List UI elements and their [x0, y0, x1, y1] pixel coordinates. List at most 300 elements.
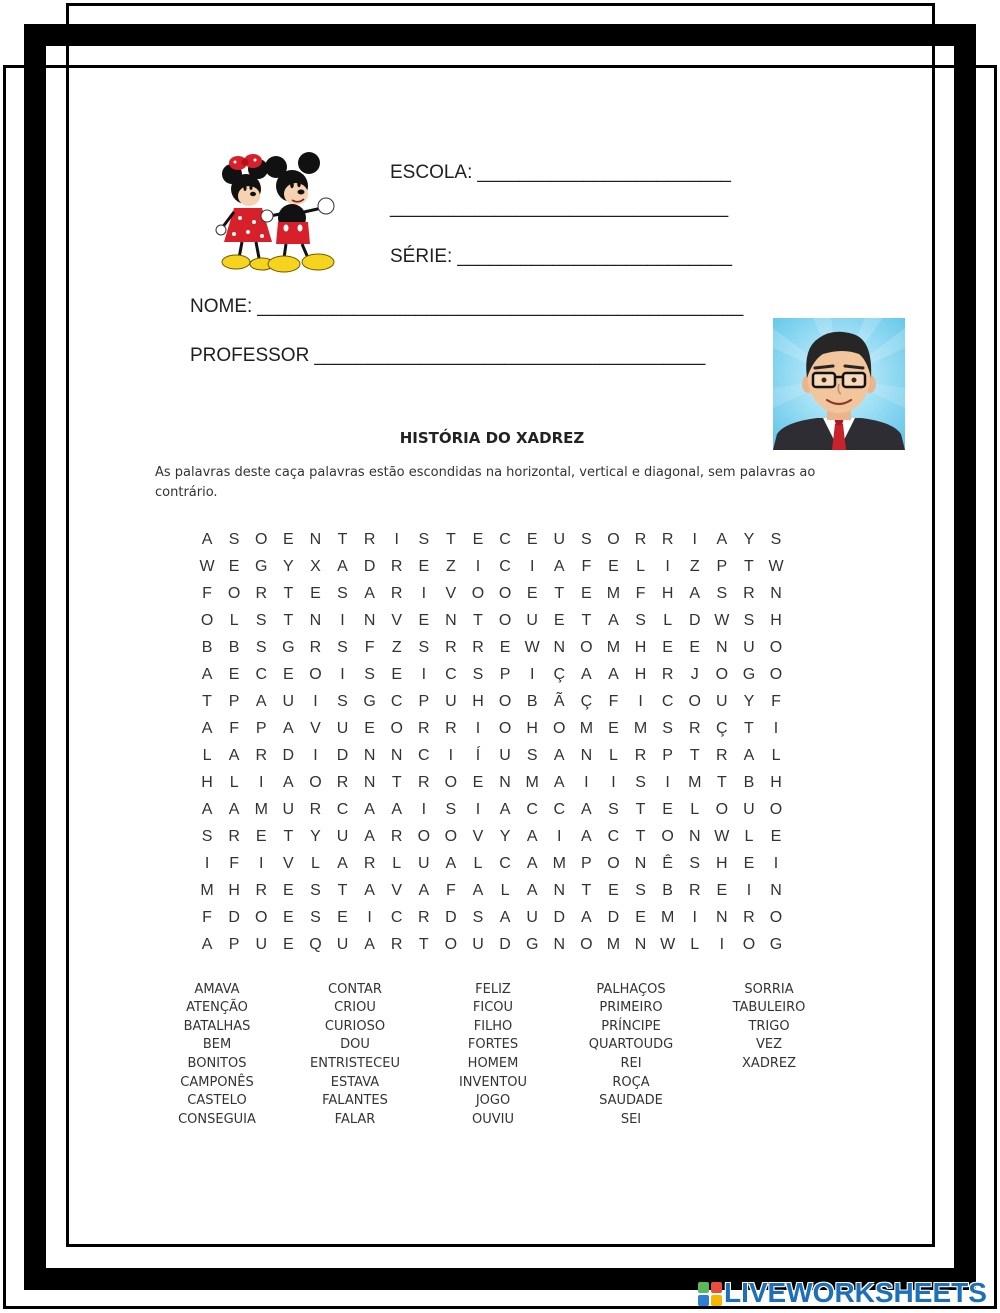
grid-letter[interactable]: E: [662, 801, 673, 818]
grid-letter[interactable]: N: [499, 774, 511, 791]
grid-letter[interactable]: Í: [475, 747, 481, 764]
grid-letter[interactable]: L: [663, 612, 673, 629]
grid-letter[interactable]: T: [581, 612, 592, 629]
grid-letter[interactable]: Ê: [662, 855, 673, 872]
grid-letter[interactable]: R: [688, 720, 701, 737]
grid-letter[interactable]: N: [634, 936, 647, 953]
grid-letter[interactable]: S: [662, 720, 673, 737]
grid-letter[interactable]: H: [770, 612, 782, 629]
grid-letter[interactable]: U: [553, 531, 566, 548]
grid-letter[interactable]: S: [228, 531, 240, 548]
grid-letter[interactable]: E: [418, 558, 430, 575]
grid-letter[interactable]: L: [202, 747, 212, 764]
grid-letter[interactable]: V: [445, 585, 457, 602]
grid-letter[interactable]: E: [553, 612, 565, 629]
grid-letter[interactable]: E: [282, 666, 294, 683]
grid-letter[interactable]: N: [390, 747, 403, 764]
grid-letter[interactable]: R: [743, 909, 755, 926]
grid-letter[interactable]: R: [418, 909, 430, 926]
grid-letter[interactable]: H: [634, 666, 647, 683]
grid-letter[interactable]: N: [553, 882, 566, 899]
grid-letter[interactable]: H: [472, 693, 484, 710]
grid-letter[interactable]: O: [390, 720, 403, 737]
grid-letter[interactable]: R: [363, 531, 376, 548]
grid-letter[interactable]: P: [581, 855, 592, 872]
grid-letter[interactable]: D: [228, 909, 240, 926]
grid-letter[interactable]: I: [421, 666, 427, 683]
grid-letter[interactable]: R: [445, 720, 457, 737]
grid-letter[interactable]: U: [526, 612, 538, 629]
grid-letter[interactable]: S: [635, 774, 646, 791]
grid-letter[interactable]: S: [337, 639, 348, 656]
grid-letter[interactable]: E: [310, 585, 321, 602]
grid-letter[interactable]: W: [714, 828, 730, 845]
grid-letter[interactable]: I: [340, 612, 345, 629]
grid-letter[interactable]: V: [310, 720, 321, 737]
grid-letter[interactable]: M: [254, 801, 268, 818]
grid-letter[interactable]: M: [688, 774, 702, 791]
grid-letter[interactable]: R: [363, 855, 376, 872]
grid-letter[interactable]: H: [770, 774, 782, 791]
grid-letter[interactable]: I: [475, 801, 481, 818]
grid-letter[interactable]: U: [445, 693, 457, 710]
grid-letter[interactable]: O: [769, 639, 783, 656]
grid-letter[interactable]: B: [228, 639, 240, 656]
grid-letter[interactable]: I: [557, 828, 562, 845]
grid-letter[interactable]: S: [255, 639, 267, 656]
grid-letter[interactable]: A: [689, 585, 701, 602]
grid-letter[interactable]: P: [418, 693, 430, 710]
grid-letter[interactable]: I: [584, 774, 589, 791]
grid-letter[interactable]: R: [716, 747, 728, 764]
grid-letter[interactable]: A: [282, 774, 294, 791]
grid-letter[interactable]: C: [445, 666, 457, 683]
grid-letter[interactable]: Q: [309, 936, 322, 953]
grid-letter[interactable]: R: [309, 639, 322, 656]
grid-letter[interactable]: T: [635, 828, 646, 845]
grid-letter[interactable]: D: [607, 909, 620, 926]
grid-letter[interactable]: D: [282, 747, 295, 764]
grid-letter[interactable]: M: [606, 936, 621, 953]
grid-letter[interactable]: A: [581, 801, 592, 818]
grid-letter[interactable]: O: [498, 693, 512, 710]
grid-letter[interactable]: O: [715, 801, 729, 818]
grid-letter[interactable]: G: [282, 639, 295, 656]
grid-letter[interactable]: C: [553, 801, 566, 818]
grid-letter[interactable]: I: [638, 693, 643, 710]
grid-letter[interactable]: C: [499, 531, 511, 548]
grid-letter[interactable]: N: [309, 531, 322, 548]
grid-letter[interactable]: O: [200, 612, 214, 629]
grid-letter[interactable]: I: [448, 747, 454, 764]
grid-letter[interactable]: S: [716, 585, 728, 602]
grid-letter[interactable]: E: [608, 720, 619, 737]
grid-letter[interactable]: S: [689, 855, 701, 872]
grid-letter[interactable]: D: [336, 747, 349, 764]
grid-letter[interactable]: O: [688, 693, 701, 710]
grid-letter[interactable]: T: [418, 936, 429, 953]
grid-letter[interactable]: C: [526, 801, 538, 818]
grid-letter[interactable]: S: [310, 909, 321, 926]
grid-letter[interactable]: U: [336, 828, 349, 845]
grid-letter[interactable]: O: [769, 801, 783, 818]
grid-letter[interactable]: A: [391, 801, 403, 818]
grid-letter[interactable]: S: [472, 909, 484, 926]
grid-letter[interactable]: P: [662, 747, 673, 764]
grid-letter[interactable]: O: [471, 585, 485, 602]
grid-letter[interactable]: U: [716, 693, 728, 710]
grid-letter[interactable]: H: [634, 639, 647, 656]
grid-letter[interactable]: T: [635, 801, 646, 818]
grid-letter[interactable]: M: [525, 774, 539, 791]
grid-letter[interactable]: E: [282, 936, 294, 953]
grid-letter[interactable]: A: [255, 693, 267, 710]
grid-letter[interactable]: Ç: [716, 720, 728, 737]
grid-letter[interactable]: T: [283, 585, 294, 602]
grid-letter[interactable]: F: [229, 855, 240, 872]
grid-letter[interactable]: E: [689, 639, 701, 656]
grid-letter[interactable]: I: [475, 720, 481, 737]
grid-letter[interactable]: T: [473, 612, 483, 629]
grid-letter[interactable]: I: [529, 558, 535, 575]
grid-letter[interactable]: M: [633, 720, 648, 737]
grid-letter[interactable]: R: [390, 585, 403, 602]
grid-letter[interactable]: R: [309, 801, 322, 818]
school-blank-line-2[interactable]: ________________________________: [390, 197, 729, 218]
grid-letter[interactable]: R: [634, 747, 647, 764]
grid-letter[interactable]: N: [770, 585, 782, 602]
grid-letter[interactable]: N: [553, 639, 566, 656]
grid-letter[interactable]: R: [661, 531, 674, 548]
grid-letter[interactable]: S: [472, 666, 484, 683]
grid-letter[interactable]: V: [391, 612, 403, 629]
grid-letter[interactable]: E: [337, 909, 348, 926]
grid-letter[interactable]: O: [715, 666, 729, 683]
grid-letter[interactable]: S: [445, 801, 457, 818]
grid-letter[interactable]: L: [229, 774, 239, 791]
grid-letter[interactable]: E: [526, 585, 538, 602]
grid-letter[interactable]: E: [635, 909, 646, 926]
grid-letter[interactable]: I: [313, 693, 318, 710]
grid-letter[interactable]: A: [364, 882, 375, 899]
grid-letter[interactable]: T: [337, 882, 348, 899]
grid-letter[interactable]: L: [500, 882, 510, 899]
grid-letter[interactable]: Y: [499, 828, 511, 845]
grid-letter[interactable]: Y: [743, 693, 755, 710]
grid-letter[interactable]: N: [716, 909, 728, 926]
grid-letter[interactable]: A: [526, 882, 538, 899]
grade-blank-line[interactable]: __________________________: [457, 246, 733, 267]
grid-letter[interactable]: L: [690, 801, 700, 818]
grid-letter[interactable]: O: [580, 936, 593, 953]
grid-letter[interactable]: N: [634, 855, 647, 872]
grid-letter[interactable]: U: [499, 747, 511, 764]
grid-letter[interactable]: A: [472, 882, 484, 899]
grid-letter[interactable]: L: [310, 855, 320, 872]
grid-letter[interactable]: H: [228, 882, 240, 899]
grid-letter[interactable]: A: [716, 531, 728, 548]
grid-letter[interactable]: E: [526, 531, 538, 548]
grid-letter[interactable]: A: [553, 774, 565, 791]
grid-letter[interactable]: E: [282, 882, 294, 899]
grid-letter[interactable]: B: [743, 774, 755, 791]
grid-letter[interactable]: G: [525, 936, 539, 953]
grid-letter[interactable]: Z: [391, 639, 402, 656]
grid-letter[interactable]: I: [773, 855, 779, 872]
grid-letter[interactable]: S: [608, 801, 619, 818]
grid-letter[interactable]: T: [554, 585, 565, 602]
grid-letter[interactable]: I: [665, 774, 670, 791]
grid-letter[interactable]: N: [363, 747, 376, 764]
grid-letter[interactable]: T: [689, 747, 700, 764]
grid-letter[interactable]: U: [526, 909, 538, 926]
grid-letter[interactable]: W: [524, 639, 540, 656]
grid-letter[interactable]: C: [661, 693, 674, 710]
grid-letter[interactable]: L: [473, 855, 483, 872]
grid-letter[interactable]: S: [418, 531, 430, 548]
grid-letter[interactable]: T: [283, 612, 294, 629]
grid-letter[interactable]: O: [769, 666, 783, 683]
grid-letter[interactable]: I: [475, 558, 481, 575]
grid-letter[interactable]: A: [364, 801, 375, 818]
grid-letter[interactable]: L: [392, 855, 402, 872]
grid-letter[interactable]: U: [743, 639, 755, 656]
grid-letter[interactable]: U: [255, 936, 268, 953]
grid-letter[interactable]: O: [580, 639, 593, 656]
grid-letter[interactable]: R: [472, 639, 484, 656]
grid-letter[interactable]: T: [283, 828, 294, 845]
grid-letter[interactable]: Ç: [553, 666, 566, 683]
name-blank-line[interactable]: ______________________________________________: [257, 296, 744, 317]
grid-letter[interactable]: D: [553, 909, 566, 926]
grid-letter[interactable]: O: [309, 774, 322, 791]
grid-letter[interactable]: J: [690, 666, 699, 683]
school-blank-line[interactable]: ________________________: [477, 162, 731, 183]
grid-letter[interactable]: W: [714, 612, 730, 629]
grid-letter[interactable]: B: [201, 639, 213, 656]
grid-letter[interactable]: O: [607, 855, 620, 872]
grid-letter[interactable]: F: [608, 693, 619, 710]
grid-letter[interactable]: I: [611, 774, 616, 791]
grid-letter[interactable]: N: [716, 639, 728, 656]
grid-letter[interactable]: D: [499, 936, 511, 953]
grid-letter[interactable]: C: [499, 558, 511, 575]
grid-letter[interactable]: E: [499, 639, 511, 656]
grid-letter[interactable]: A: [553, 558, 565, 575]
grid-letter[interactable]: O: [417, 828, 431, 845]
grid-letter[interactable]: L: [771, 747, 781, 764]
grid-letter[interactable]: S: [337, 693, 348, 710]
grid-letter[interactable]: I: [340, 666, 345, 683]
grid-letter[interactable]: N: [580, 747, 593, 764]
grid-letter[interactable]: S: [418, 639, 430, 656]
grid-letter[interactable]: T: [716, 774, 727, 791]
grid-letter[interactable]: I: [665, 558, 670, 575]
grid-letter[interactable]: W: [768, 558, 784, 575]
grid-letter[interactable]: P: [499, 666, 511, 683]
grid-letter[interactable]: T: [391, 774, 402, 791]
grid-letter[interactable]: X: [310, 558, 321, 575]
grid-letter[interactable]: R: [390, 828, 403, 845]
grid-letter[interactable]: Y: [743, 531, 755, 548]
grid-letter[interactable]: C: [255, 666, 268, 683]
grid-letter[interactable]: G: [363, 693, 376, 710]
grid-letter[interactable]: C: [499, 855, 511, 872]
grid-letter[interactable]: E: [770, 828, 782, 845]
grid-letter[interactable]: P: [228, 936, 240, 953]
grid-letter[interactable]: R: [743, 585, 755, 602]
grid-letter[interactable]: U: [472, 936, 484, 953]
grid-letter[interactable]: I: [421, 801, 427, 818]
grid-letter[interactable]: E: [743, 855, 755, 872]
grid-letter[interactable]: S: [337, 585, 348, 602]
grid-letter[interactable]: R: [255, 882, 268, 899]
grid-letter[interactable]: E: [282, 909, 294, 926]
grid-letter[interactable]: M: [200, 882, 214, 899]
grid-letter[interactable]: O: [607, 531, 620, 548]
grid-letter[interactable]: T: [337, 531, 348, 548]
grid-letter[interactable]: A: [526, 828, 538, 845]
grid-letter[interactable]: B: [526, 693, 538, 710]
teacher-blank-line[interactable]: _____________________________________: [314, 345, 706, 366]
grid-letter[interactable]: A: [553, 747, 565, 764]
grid-letter[interactable]: U: [418, 855, 430, 872]
grid-letter[interactable]: E: [472, 531, 484, 548]
grid-letter[interactable]: T: [202, 693, 212, 710]
grid-letter[interactable]: C: [418, 747, 430, 764]
grid-letter[interactable]: I: [773, 720, 779, 737]
grid-letter[interactable]: F: [229, 720, 240, 737]
grid-letter[interactable]: C: [390, 909, 403, 926]
grid-letter[interactable]: A: [445, 855, 457, 872]
grid-letter[interactable]: Z: [689, 558, 700, 575]
grid-letter[interactable]: A: [608, 612, 619, 629]
grid-letter[interactable]: Ç: [580, 693, 593, 710]
grid-letter[interactable]: H: [526, 720, 538, 737]
grid-letter[interactable]: I: [259, 774, 264, 791]
grid-letter[interactable]: E: [391, 666, 403, 683]
grid-letter[interactable]: R: [634, 531, 647, 548]
grid-letter[interactable]: U: [336, 936, 349, 953]
grid-letter[interactable]: G: [769, 936, 783, 953]
grid-letter[interactable]: R: [390, 936, 403, 953]
grid-letter[interactable]: I: [421, 585, 427, 602]
grid-letter[interactable]: H: [716, 855, 728, 872]
grid-letter[interactable]: T: [446, 531, 456, 548]
grid-letter[interactable]: N: [770, 882, 782, 899]
grid-letter[interactable]: V: [282, 855, 294, 872]
grid-letter[interactable]: S: [743, 612, 755, 629]
grid-letter[interactable]: S: [255, 612, 267, 629]
grid-letter[interactable]: R: [418, 774, 430, 791]
grid-letter[interactable]: E: [472, 774, 484, 791]
grid-letter[interactable]: A: [581, 909, 592, 926]
grid-letter[interactable]: A: [282, 720, 294, 737]
grid-letter[interactable]: D: [445, 909, 457, 926]
grid-letter[interactable]: I: [204, 855, 210, 872]
grid-letter[interactable]: R: [445, 639, 457, 656]
grid-letter[interactable]: A: [364, 585, 375, 602]
grid-letter[interactable]: W: [199, 558, 215, 575]
grid-letter[interactable]: E: [716, 882, 728, 899]
grid-letter[interactable]: I: [692, 531, 697, 548]
grid-letter[interactable]: E: [228, 558, 240, 575]
grid-letter[interactable]: S: [364, 666, 375, 683]
grid-letter[interactable]: H: [201, 774, 213, 791]
grid-letter[interactable]: A: [526, 855, 538, 872]
grid-letter[interactable]: B: [662, 882, 673, 899]
grid-letter[interactable]: E: [255, 828, 267, 845]
grid-letter[interactable]: C: [390, 693, 403, 710]
grid-letter[interactable]: Z: [446, 558, 456, 575]
grid-letter[interactable]: V: [391, 882, 403, 899]
grid-letter[interactable]: M: [552, 855, 566, 872]
grid-letter[interactable]: N: [309, 612, 322, 629]
grid-letter[interactable]: S: [526, 747, 538, 764]
grid-letter[interactable]: A: [228, 747, 240, 764]
grid-letter[interactable]: F: [446, 882, 456, 899]
grid-letter[interactable]: R: [255, 585, 268, 602]
grid-letter[interactable]: R: [255, 747, 268, 764]
grid-letter[interactable]: E: [282, 531, 294, 548]
grid-letter[interactable]: A: [608, 666, 619, 683]
grid-letter[interactable]: S: [310, 882, 321, 899]
grid-letter[interactable]: H: [661, 585, 674, 602]
grid-letter[interactable]: I: [367, 909, 372, 926]
grid-letter[interactable]: Y: [310, 828, 321, 845]
grid-letter[interactable]: A: [364, 828, 375, 845]
grid-letter[interactable]: I: [529, 666, 535, 683]
grid-letter[interactable]: O: [444, 936, 458, 953]
grid-letter[interactable]: M: [606, 585, 621, 602]
grid-letter[interactable]: U: [282, 693, 295, 710]
grid-letter[interactable]: C: [607, 828, 620, 845]
grid-letter[interactable]: G: [255, 558, 268, 575]
grid-letter[interactable]: O: [498, 720, 512, 737]
grid-letter[interactable]: P: [255, 720, 267, 737]
grid-letter[interactable]: A: [337, 558, 348, 575]
grid-letter[interactable]: E: [662, 639, 673, 656]
grid-letter[interactable]: F: [771, 693, 781, 710]
grid-letter[interactable]: E: [228, 666, 240, 683]
grid-letter[interactable]: M: [579, 720, 594, 737]
grid-letter[interactable]: I: [692, 909, 697, 926]
grid-letter[interactable]: L: [636, 558, 645, 575]
grid-letter[interactable]: A: [337, 855, 348, 872]
grid-letter[interactable]: O: [742, 936, 756, 953]
grid-letter[interactable]: O: [227, 585, 241, 602]
grid-letter[interactable]: O: [444, 828, 458, 845]
grid-letter[interactable]: A: [201, 720, 213, 737]
grid-letter[interactable]: R: [688, 882, 701, 899]
grid-letter[interactable]: E: [418, 612, 430, 629]
grid-letter[interactable]: D: [363, 558, 376, 575]
grid-letter[interactable]: F: [635, 585, 646, 602]
grid-letter[interactable]: E: [608, 882, 619, 899]
grid-letter[interactable]: A: [201, 531, 213, 548]
grid-letter[interactable]: E: [608, 558, 619, 575]
grid-letter[interactable]: N: [363, 774, 376, 791]
grid-letter[interactable]: I: [259, 855, 264, 872]
grid-letter[interactable]: O: [661, 828, 674, 845]
grid-letter[interactable]: G: [742, 666, 756, 683]
grid-letter[interactable]: L: [229, 612, 239, 629]
grid-letter[interactable]: O: [498, 612, 512, 629]
grid-letter[interactable]: C: [336, 801, 349, 818]
grid-letter[interactable]: A: [201, 801, 213, 818]
grid-letter[interactable]: N: [363, 612, 376, 629]
grid-letter[interactable]: R: [661, 666, 674, 683]
